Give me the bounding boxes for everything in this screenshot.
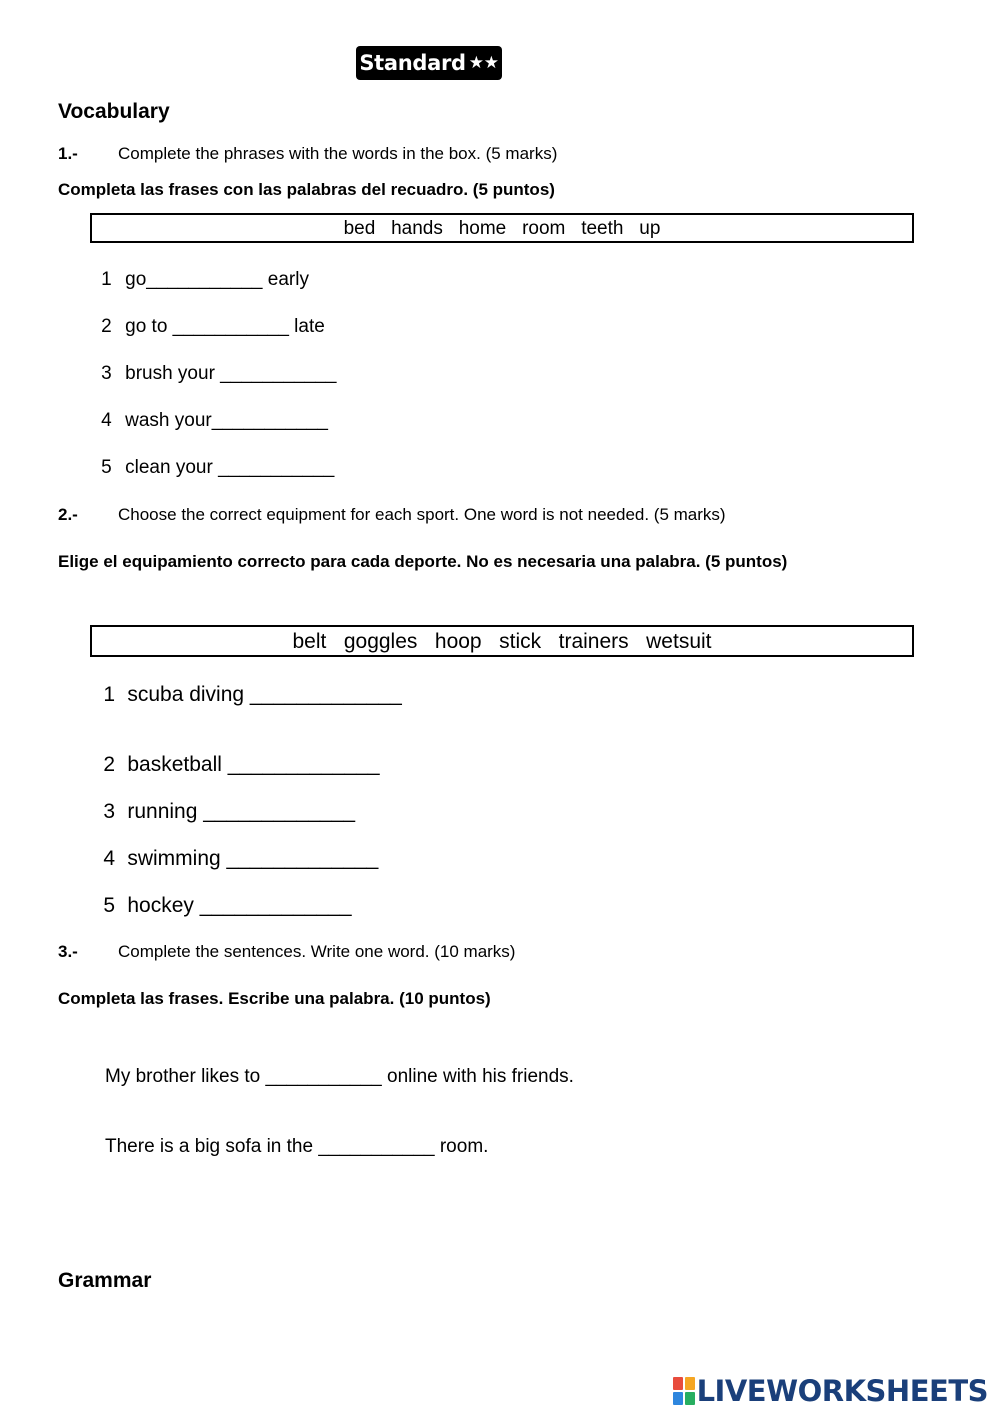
item-number: 2 xyxy=(101,316,112,337)
item-text[interactable]: scuba diving _____________ xyxy=(127,683,402,706)
word-box-1: bed hands home room teeth up xyxy=(90,213,914,243)
item-text[interactable]: basketball _____________ xyxy=(127,753,380,776)
question-3-translation: Completa las frases. Escribe una palabra. (10 puntos) xyxy=(58,989,491,1008)
question-2-instruction: Choose the correct equipment for each sport. One word is not needed. (5 marks) xyxy=(118,505,726,524)
item-text[interactable]: hockey _____________ xyxy=(127,894,352,917)
sentence-item[interactable]: My brother likes to ___________ online with his friends. xyxy=(105,1066,574,1087)
liveworksheets-logo xyxy=(673,1374,988,1408)
item-text[interactable]: go___________ early xyxy=(125,269,309,290)
item-number: 2 xyxy=(103,753,116,776)
grammar-heading: Grammar xyxy=(58,1269,152,1292)
item-number: 3 xyxy=(101,363,112,384)
item-text[interactable]: swimming _____________ xyxy=(127,847,379,870)
item-text[interactable]: go to ___________ late xyxy=(125,316,325,337)
question-2-translation: Elige el equipamiento correcto para cada deporte. No es necesaria una palabra. (5 puntos) xyxy=(58,552,788,571)
logo-block xyxy=(673,1377,683,1390)
item-number: 5 xyxy=(103,894,116,917)
question-1-number: 1.- xyxy=(58,144,78,163)
word-box-2: belt goggles hoop stick trainers wetsuit xyxy=(90,625,914,657)
question-2-number: 2.- xyxy=(58,505,78,524)
level-badge-label: Standard xyxy=(359,51,466,75)
item-number: 4 xyxy=(101,410,112,431)
logo-text: LIVEWORKSHEETS xyxy=(696,1374,988,1408)
star-icon: ★★ xyxy=(468,53,499,73)
item-number: 3 xyxy=(103,800,116,823)
question-3-instruction: Complete the sentences. Write one word. (10 marks) xyxy=(118,942,516,961)
item-number: 4 xyxy=(103,847,116,870)
logo-block xyxy=(685,1377,695,1390)
list-item xyxy=(80,870,352,942)
logo-blocks-icon xyxy=(673,1377,695,1405)
item-text[interactable]: wash your___________ xyxy=(125,410,328,431)
item-text[interactable]: running _____________ xyxy=(127,800,356,823)
logo-block xyxy=(685,1392,695,1405)
item-text[interactable]: clean your ___________ xyxy=(125,457,335,478)
question-1-translation: Completa las frases con las palabras del recuadro. (5 puntos) xyxy=(58,180,555,199)
sentence-item[interactable]: There is a big sofa in the ___________ room. xyxy=(105,1136,489,1157)
item-number: 5 xyxy=(101,457,112,478)
list-item xyxy=(80,659,402,731)
item-number: 1 xyxy=(101,269,112,290)
vocabulary-heading: Vocabulary xyxy=(58,100,170,123)
question-1-instruction: Complete the phrases with the words in the box. (5 marks) xyxy=(118,144,558,163)
item-text[interactable]: brush your ___________ xyxy=(125,363,337,384)
logo-block xyxy=(673,1392,683,1405)
list-item xyxy=(80,435,334,501)
level-badge xyxy=(356,46,502,80)
item-number: 1 xyxy=(103,683,116,706)
question-3-number: 3.- xyxy=(58,942,78,961)
